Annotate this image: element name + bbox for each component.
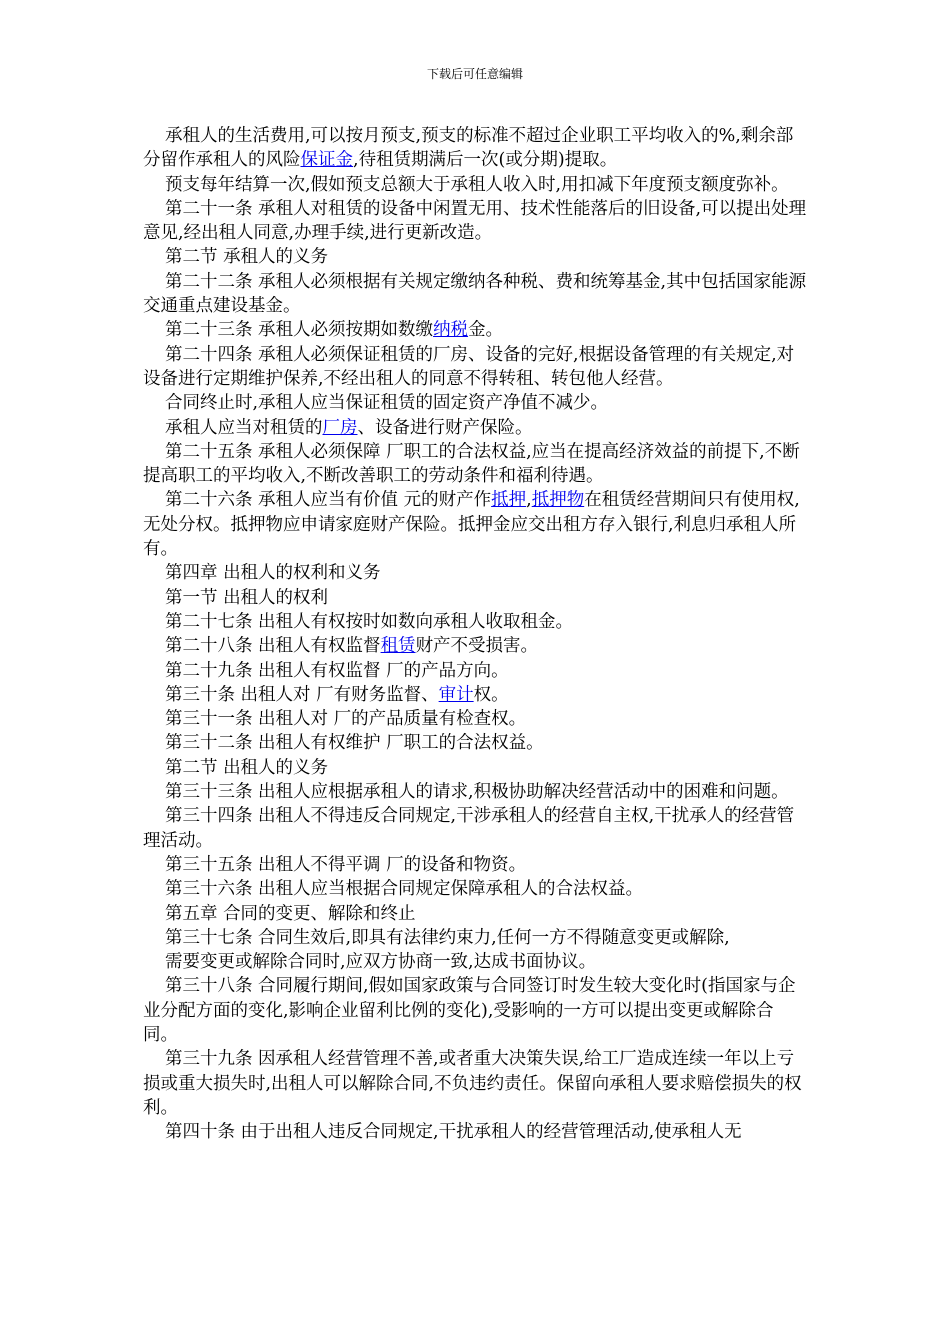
inline-link[interactable]: 厂房 — [322, 417, 358, 438]
paragraph — [143, 902, 807, 926]
paragraph-text: 承租人的生活费用,可以按月预支,预支的标准不超过企业职工平均收入的%,剩余部分留作承租人的风险 — [143, 126, 794, 171]
paragraph — [143, 804, 807, 853]
inline-link[interactable]: 抵押 — [491, 490, 527, 511]
paragraph — [143, 707, 807, 731]
inline-link[interactable]: 纳税 — [433, 320, 469, 341]
paragraph-text: 第二十九条 出租人有权监督 厂的产品方向。 — [165, 660, 509, 681]
paragraph-text: 合同终止时,承租人应当保证租赁的固定资产净值不减少。 — [165, 393, 609, 414]
paragraph — [143, 1047, 807, 1120]
paragraph — [143, 634, 807, 658]
paragraph — [143, 416, 807, 440]
paragraph-text: 第二十三条 承租人必须按期如数缴 — [165, 320, 434, 341]
paragraph — [143, 683, 807, 707]
paragraph-text: 财产不受损害。 — [415, 636, 539, 657]
paragraph — [143, 877, 807, 901]
paragraph — [143, 561, 807, 585]
paragraph — [143, 488, 807, 561]
paragraph-text: 权。 — [473, 684, 509, 705]
paragraph — [143, 853, 807, 877]
inline-link[interactable]: 审计 — [438, 684, 474, 705]
paragraph — [143, 391, 807, 415]
paragraph-text: 第二十二条 承租人必须根据有关规定缴纳各种税、费和统筹基金,其中包括国家能源交通重点建设基金。 — [143, 271, 807, 317]
paragraph — [143, 245, 807, 269]
paragraph — [143, 343, 807, 392]
paragraph-text: 、设备进行财产保险。 — [357, 417, 533, 438]
paragraph — [143, 610, 807, 634]
paragraph-text: 在租赁经营期间只有使用权,无处分权。抵押物应申请家庭财产保险。抵押金应交出租方存入银行,利息归承租人所有。 — [143, 490, 800, 560]
paragraph — [143, 926, 807, 950]
page-header: 下载后可任意编辑 — [426, 67, 523, 81]
paragraph-text: 承租人应当对租赁的 — [165, 417, 323, 438]
paragraph-text: 第二十一条 承租人对租赁的设备中闲置无用、技术性能落后的旧设备,可以提出处理意见,经出租人同意,办理手续,进行更新改造。 — [143, 198, 807, 244]
paragraph-text: 第三十九条 因承租人经营管理不善,或者重大决策失误,给工厂造成连续一年以上亏损或重大损失时,出租人可以解除合同,不负违约责任。保留向承租人要求赔偿损失的权利。 — [143, 1049, 802, 1118]
inline-link[interactable]: 保证金 — [300, 150, 353, 171]
inline-link[interactable]: 租赁 — [380, 636, 416, 657]
paragraph-text: 第四章 出租人的权利和义务 — [165, 563, 381, 584]
paragraph-text: 第二十五条 承租人必须保障 厂职工的合法权益,应当在提高经济效益的前提下,不断提高职工的平均收入,不断改善职工的劳动条件和福利待遇。 — [143, 441, 800, 487]
paragraph — [143, 197, 807, 246]
paragraph-text: 第二十四条 承租人必须保证租赁的厂房、设备的完好,根据设备管理的有关规定,对设备进行定期维护保养,不经出租人的同意不得转租、转包他人经营。 — [143, 344, 795, 389]
paragraph — [143, 974, 807, 1047]
document-body — [143, 124, 807, 1144]
paragraph — [143, 124, 807, 173]
paragraph-text: , — [526, 490, 532, 511]
paragraph-text: 第三十三条 出租人应根据承租人的请求,积极协助解决经营活动中的困难和问题。 — [165, 782, 789, 803]
paragraph — [143, 950, 807, 974]
paragraph — [143, 318, 807, 342]
paragraph-text: 第三十条 出租人对 厂有财务监督、 — [165, 684, 439, 705]
paragraph-text: 需要变更或解除合同时,应双方协商一致,达成书面协议。 — [165, 952, 597, 973]
paragraph — [143, 780, 807, 804]
paragraph — [143, 270, 807, 319]
paragraph-text: 第二十八条 出租人有权监督 — [165, 636, 381, 657]
paragraph — [143, 586, 807, 610]
paragraph-text: 第二节 承租人的义务 — [165, 247, 329, 268]
paragraph-text: 第三十六条 出租人应当根据合同规定保障承租人的合法权益。 — [165, 879, 644, 900]
paragraph-text: 第二节 出租人的义务 — [165, 757, 329, 778]
paragraph-text: 第二十六条 承租人应当有价值 元的财产作 — [165, 490, 492, 511]
paragraph-text: 第二十七条 出租人有权按时如数向承租人收取租金。 — [165, 611, 574, 632]
paragraph-text: 第三十八条 合同履行期间,假如国家政策与合同签订时发生较大变化时(指国家与企业分配方面的变化,影响企业留利比例的变化),受影响的一方可以提出变更或解除合同。 — [143, 976, 796, 1045]
paragraph-text: 金。 — [468, 320, 504, 341]
paragraph-text: 第五章 合同的变更、解除和终止 — [165, 903, 416, 924]
paragraph-text: 预支每年结算一次,假如预支总额大于承租人收入时,用扣减下年度预支额度弥补。 — [165, 174, 789, 195]
paragraph — [143, 731, 807, 755]
paragraph — [143, 659, 807, 683]
paragraph-text: 第三十二条 出租人有权维护 厂职工的合法权益。 — [165, 733, 544, 754]
paragraph-text: 第三十四条 出租人不得违反合同规定,干涉承租人的经营自主权,干扰承人的经营管理活动。 — [143, 806, 795, 851]
paragraph — [143, 440, 807, 489]
paragraph-text: 第三十七条 合同生效后,即具有法律约束力,任何一方不得随意变更或解除, — [165, 927, 730, 948]
paragraph-text: 第三十五条 出租人不得平调 厂的设备和物资。 — [165, 854, 527, 875]
paragraph-text: 第三十一条 出租人对 厂的产品质量有检查权。 — [165, 709, 527, 730]
paragraph-text: 第四十条 由于出租人违反合同规定,干扰承租人的经营管理活动,使承租人无 — [165, 1122, 742, 1143]
paragraph-text: ,待租赁期满后一次(或分期)提取。 — [353, 150, 618, 171]
inline-link[interactable]: 抵押物 — [531, 490, 585, 511]
paragraph — [143, 756, 807, 780]
paragraph — [143, 1120, 807, 1144]
paragraph-text: 第一节 出租人的权利 — [165, 587, 329, 608]
paragraph — [143, 173, 807, 197]
